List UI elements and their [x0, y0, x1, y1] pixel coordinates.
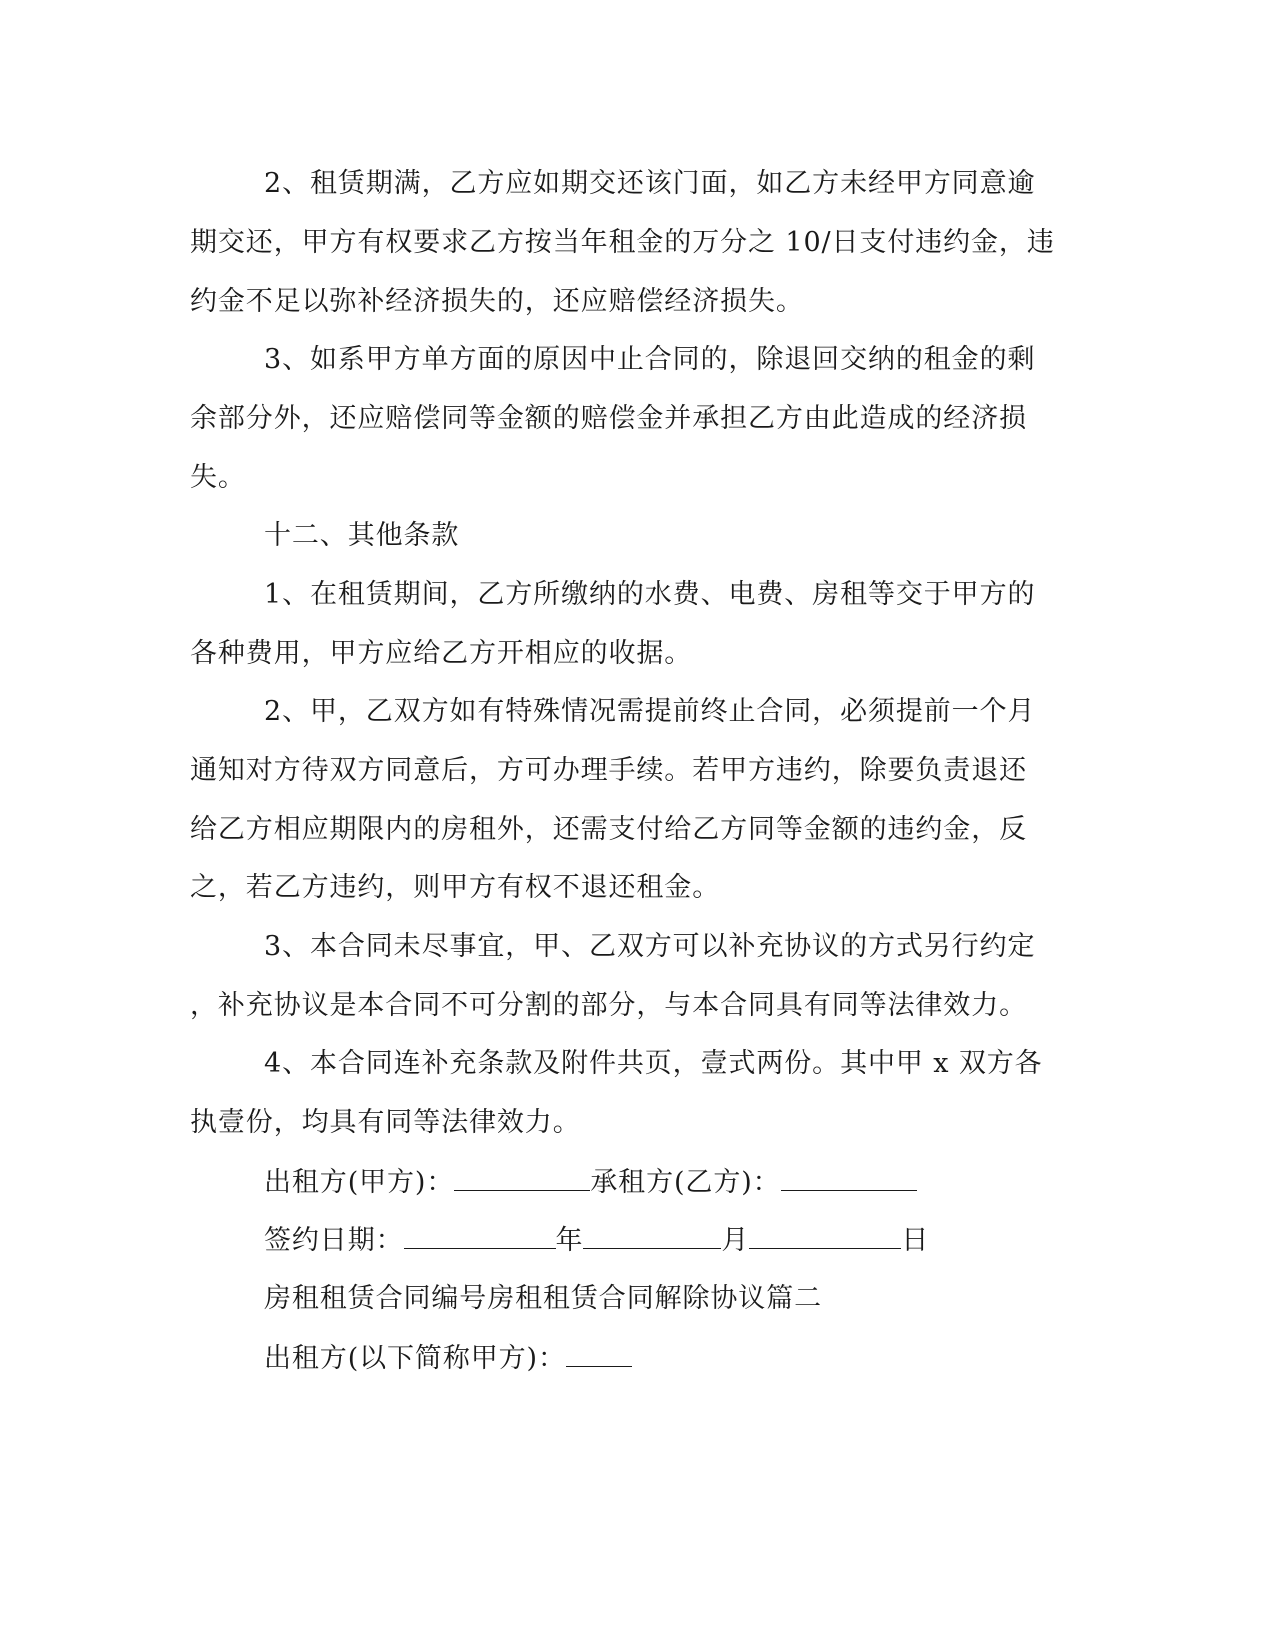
signature-parties-line — [264, 1164, 917, 1200]
lessor-blank — [454, 1164, 590, 1191]
next-party-blank — [566, 1340, 632, 1367]
year-blank — [404, 1222, 556, 1249]
paragraph-line: 2、租赁期满，乙方应如期交还该门面，如乙方未经甲方同意逾 — [264, 168, 1036, 199]
paragraph-line: 3、如系甲方单方面的原因中止合同的，除退回交纳的租金的剩 — [264, 344, 1036, 375]
paragraph-line: 之，若乙方违约，则甲方有权不退还租金。 — [190, 872, 721, 903]
year-label: 年 — [555, 1225, 584, 1256]
month-label: 月 — [721, 1225, 750, 1256]
paragraph-line: ，补充协议是本合同不可分割的部分，与本合同具有同等法律效力。 — [190, 990, 1027, 1021]
section-title: 房租租赁合同编号房租租赁合同解除协议篇二 — [264, 1283, 822, 1314]
date-label: 签约日期： — [264, 1225, 404, 1256]
lessor-label: 出租方(甲方)： — [264, 1167, 455, 1198]
paragraph-line: 失。 — [190, 462, 246, 493]
next-party-label: 出租方(以下简称甲方)： — [264, 1343, 566, 1374]
day-label: 日 — [901, 1225, 930, 1256]
paragraph-line: 3、本合同未尽事宜，甲、乙双方可以补充协议的方式另行约定 — [264, 931, 1036, 962]
lessee-blank — [781, 1164, 917, 1191]
paragraph-line: 余部分外，还应赔偿同等金额的赔偿金并承担乙方由此造成的经济损 — [190, 403, 1027, 434]
paragraph-line: 执壹份，均具有同等法律效力。 — [190, 1107, 581, 1138]
month-blank — [583, 1222, 721, 1249]
paragraph-line: 约金不足以弥补经济损失的，还应赔偿经济损失。 — [190, 286, 804, 317]
day-blank — [749, 1222, 901, 1249]
next-party-line — [264, 1340, 632, 1376]
section-heading: 十二、其他条款 — [264, 520, 460, 551]
paragraph-line: 各种费用，甲方应给乙方开相应的收据。 — [190, 638, 693, 669]
paragraph-line: 给乙方相应期限内的房租外，还需支付给乙方同等金额的违约金，反 — [190, 814, 1027, 845]
paragraph-line: 通知对方待双方同意后，方可办理手续。若甲方违约，除要负责退还 — [190, 755, 1027, 786]
lessee-label: 承租方(乙方)： — [590, 1167, 781, 1198]
paragraph-line: 期交还，甲方有权要求乙方按当年租金的万分之 10/日支付违约金，违 — [190, 227, 1055, 258]
paragraph-line: 1、在租赁期间，乙方所缴纳的水费、电费、房租等交于甲方的 — [264, 579, 1036, 610]
paragraph-line: 4、本合同连补充条款及附件共页，壹式两份。其中甲 x 双方各 — [264, 1048, 1043, 1079]
signature-date-line — [264, 1222, 929, 1258]
paragraph-line: 2、甲，乙双方如有特殊情况需提前终止合同，必须提前一个月 — [264, 696, 1036, 727]
